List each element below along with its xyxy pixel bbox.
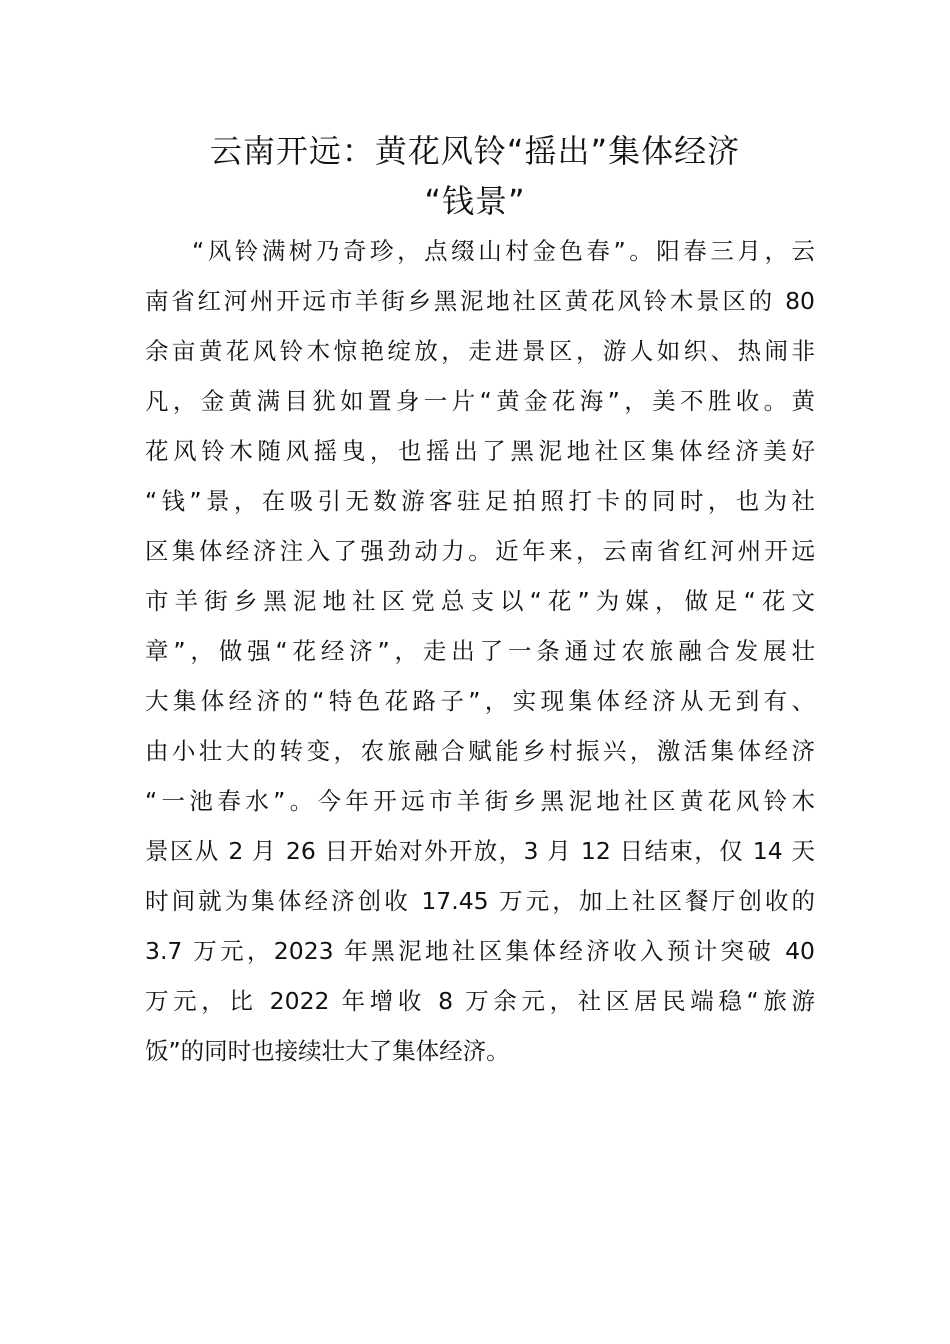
paragraph-line: 饭”的同时也接续壮大了集体经济。 [145, 1037, 510, 1065]
paragraph-line: “钱”景，在吸引无数游客驻足拍照打卡的同时，也为社 [145, 487, 815, 515]
paragraph-line: 由小壮大的转变，农旅融合赋能乡村振兴，激活集体经济 [145, 737, 815, 765]
paragraph-line: 市羊街乡黑泥地社区党总支以“花”为媒，做足“花文 [145, 587, 815, 615]
paragraph-line: 万元，比 2022 年增收 8 万余元，社区居民端稳“旅游 [145, 987, 815, 1015]
paragraph-line: 3.7 万元，2023 年黑泥地社区集体经济收入预计突破 40 [145, 937, 815, 965]
article-paragraph [145, 226, 815, 1076]
paragraph-line: 时间就为集体经济创收 17.45 万元，加上社区餐厅创收的 [145, 887, 815, 915]
paragraph-line: 凡，金黄满目犹如置身一片“黄金花海”，美不胜收。黄 [145, 387, 815, 415]
paragraph-line: 区集体经济注入了强劲动力。近年来，云南省红河州开远 [145, 537, 815, 565]
paragraph-line: “一池春水”。今年开远市羊街乡黑泥地社区黄花风铃木 [145, 787, 815, 815]
paragraph-line: 章”，做强“花经济”，走出了一条通过农旅融合发展壮 [145, 637, 815, 665]
paragraph-line: 余亩黄花风铃木惊艳绽放，走进景区，游人如织、热闹非 [145, 337, 815, 365]
paragraph-line: 花风铃木随风摇曳，也摇出了黑泥地社区集体经济美好 [145, 437, 815, 465]
document-title [145, 126, 805, 226]
title-line: “钱景” [424, 182, 526, 220]
paragraph-line: 景区从 2 月 26 日开始对外开放，3 月 12 日结束，仅 14 天 [145, 837, 815, 865]
title-line: 云南开远：黄花风铃“摇出”集体经济 [209, 132, 741, 170]
paragraph-line: “风铃满树乃奇珍，点缀山村金色春”。阳春三月，云 [192, 237, 815, 265]
paragraph-line: 大集体经济的“特色花路子”，实现集体经济从无到有、 [145, 687, 815, 715]
paragraph-line: 南省红河州开远市羊街乡黑泥地社区黄花风铃木景区的 80 [145, 287, 815, 315]
